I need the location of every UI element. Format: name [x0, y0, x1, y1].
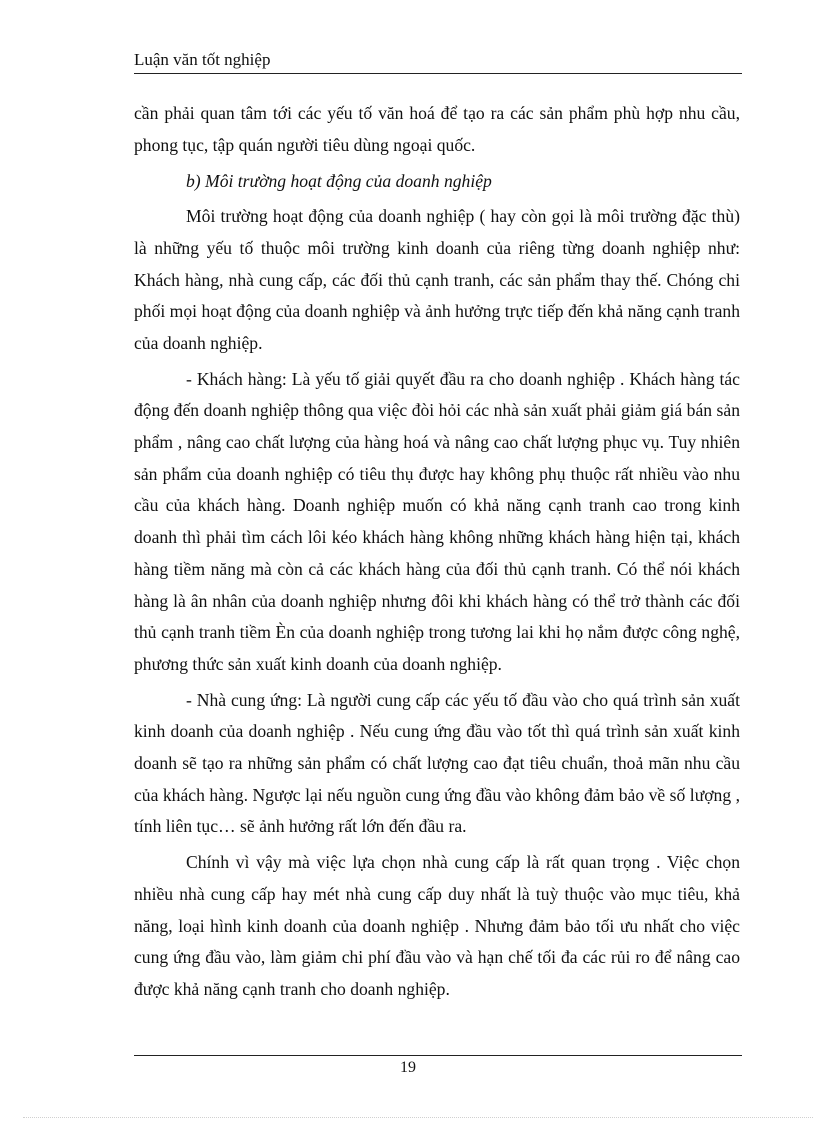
paragraph-customers: - Khách hàng: Là yếu tố giải quyết đầu ra cho doanh nghiệp . Khách hàng tác động đến doanh nghiệp thông qua việc đòi hỏi các nhà sản xuất phải giảm giá bán sản phẩm , nâng cao chất lượng của hàng hoá và nâng cao chất lượng phục vụ. Tuy nhiên sản phẩm của doanh nghiệp có tiêu thụ được hay không phụ thuộc rất nhiều vào nhu cầu của khách hàng. Doanh nghiệp muốn có khả năng cạnh tranh cao trong kinh doanh thì phải tìm cách lôi kéo khách hàng không những khách hàng hiện tại, khách hàng tiềm năng mà còn cả các khách hàng của đối thủ cạnh tranh. Có thể nói khách hàng là ân nhân của doanh nghiệp nhưng đôi khi khách hàng có thể trở thành các đối thủ cạnh tranh tiềm Èn của doanh nghiệp trong tương lai khi họ nắm được công nghệ, phương thức sản xuất kinh doanh của doanh nghiệp.: [134, 368, 740, 674]
paragraph-supplier-selection: Chính vì vậy mà việc lựa chọn nhà cung cấp là rất quan trọng . Việc chọn nhiều nhà cung cấp hay mét nhà cung cấp duy nhất là tuỳ thuộc vào mục tiêu, khả năng, loại hình kinh doanh của doanh nghiệp . Nhưng đảm bảo tối ưu nhất cho việc cung ứng đầu vào, làm giảm chi phí đầu vào và hạn chế tối đa các rủi ro để nâng cao được khả năng cạnh tranh cho doanh nghiệp.: [134, 852, 740, 999]
page-number: 19: [400, 1059, 416, 1076]
section-heading-operating-environment: b) Môi trường hoạt động của doanh nghiệp: [186, 171, 492, 192]
paragraph-operating-environment: Môi trường hoạt động của doanh nghiệp ( hay còn gọi là môi trường đặc thù) là những yếu tố thuộc môi trường kinh doanh của riêng từng doanh nghiệp như: Khách hàng, nhà cung cấp, các đối thủ cạnh tranh, các sản phẩm thay thế. Chóng chi phối mọi hoạt động của doanh nghiệp và ảnh hưởng trực tiếp đến khả năng cạnh tranh của doanh nghiệp.: [134, 206, 740, 353]
page-header: [134, 47, 742, 74]
footer-divider: [134, 1055, 742, 1056]
page-bottom-border: [23, 1117, 813, 1118]
header-title: Luận văn tốt nghiệp: [134, 50, 271, 69]
paragraph-cultural-factors: cần phải quan tâm tới các yếu tố văn hoá để tạo ra các sản phẩm phù hợp nhu cầu, phong tục, tập quán người tiêu dùng ngoại quốc.: [134, 103, 740, 155]
page-content: [134, 98, 740, 1006]
paragraph-suppliers: - Nhà cung ứng: Là người cung cấp các yếu tố đầu vào cho quá trình sản xuất kinh doanh của doanh nghiệp . Nếu cung ứng đầu vào tốt thì quá trình sản xuất kinh doanh sẽ tạo ra những sản phẩm có chất lượng cao đạt tiêu chuẩn, thoả mãn nhu cầu của khách hàng. Ngược lại nếu nguồn cung ứng đầu vào không đảm bảo về số lượng , tính liên tục… sẽ ảnh hưởng rất lớn đến đầu ra.: [134, 689, 740, 837]
